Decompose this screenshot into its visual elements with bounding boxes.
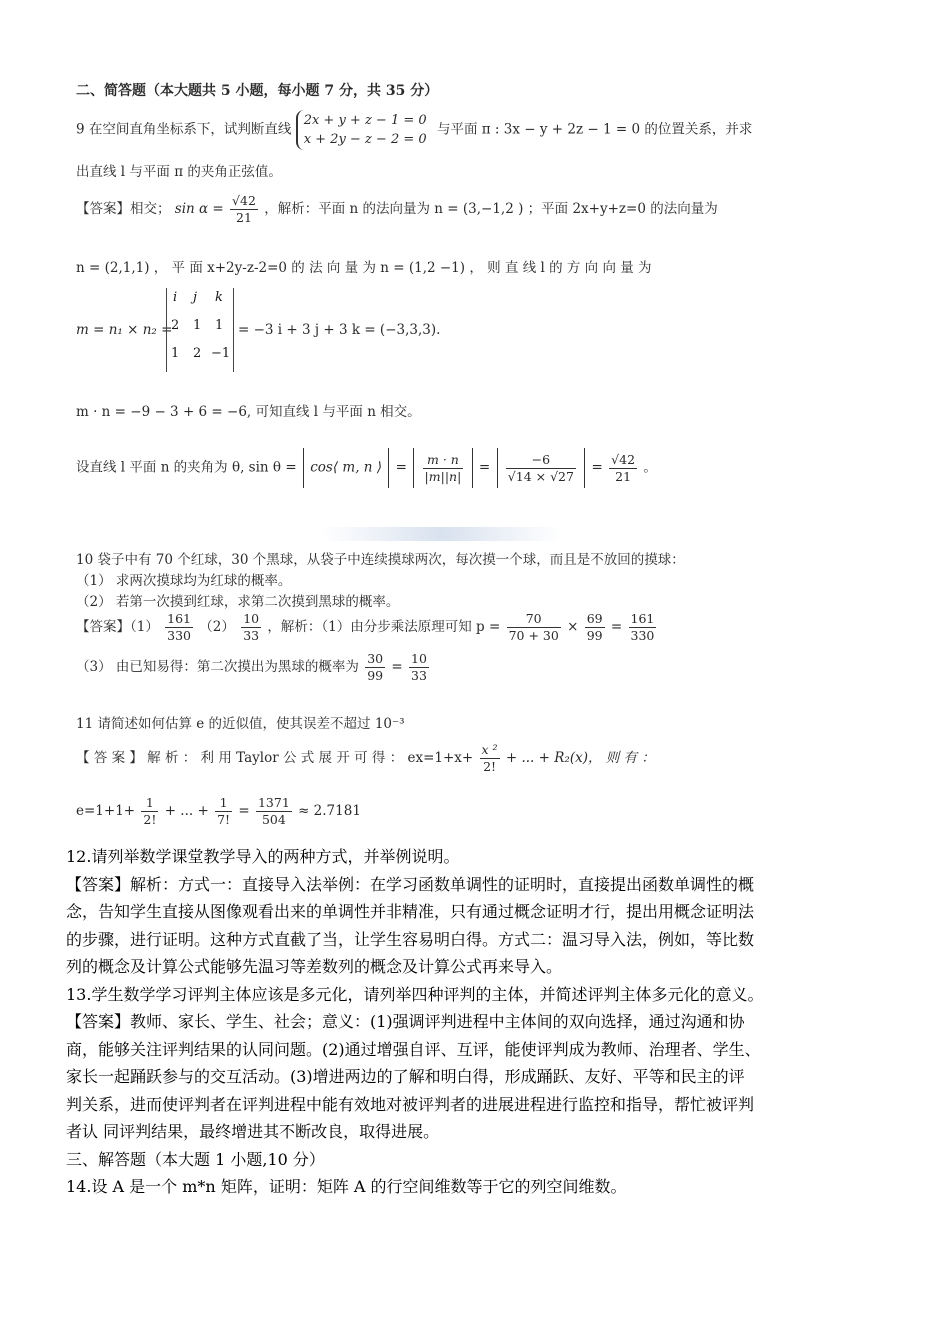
fraction-numerator: 70: [507, 611, 561, 628]
text-line: 商，能够关注评判结果的认同问题。(2)通过增强自评、互评，能使评判成为教师、治理者、学生、: [66, 1039, 761, 1059]
abs-bar: [472, 448, 473, 488]
q11-e-estimate: e=1+1+ $\frac{1}{2!}$ + ... + $\frac{1}{7!}$ = $\frac{1371}{504}$ ≈ 2.7181: [76, 795, 361, 827]
q9-answer-line2: n = (2,1,1) ， 平 面 x+2y-z-2=0 的 法 向 量 为 n = (1,2 −1) ， 则 直 线 l 的 方 向 向 量 为: [76, 260, 652, 276]
section-title: 二、简答题（本大题共 5 小题，每小题 7 分，共 35 分）: [76, 83, 439, 99]
q9-sin-theta: 设直线 l 平面 n 的夹角为 θ, sin θ = cos⟨ m, n ⟩ = $\frac{m \cdot n}{|m||n|}$ = $\frac{-6}{√14 \times √27}$ = $\frac{√42}{21}$ 。: [76, 448, 657, 488]
fraction-denominator: 504: [261, 812, 286, 827]
q9-answer-explain: ，解析：平面 n 的法向量为 n = (3,−1,2 ) ；平面 2x+y+z=0 的法向量为: [264, 201, 718, 217]
fraction-denominator: 99: [367, 668, 384, 683]
fraction-numerator: √42: [232, 193, 256, 208]
fraction-denominator: 21: [236, 210, 252, 225]
text-line: 念，告知学生直接从图像观看出来的单调性并非精准，只有通过概念证明才行，提出用概念证明法: [66, 902, 755, 922]
abs-bar: [413, 448, 414, 488]
fraction: [215, 795, 232, 828]
q11-stem: 11 请简述如何估算 e 的近似值，使其误差不超过 10⁻³: [76, 716, 405, 732]
fraction-numerator: 1: [215, 795, 232, 812]
text-line: 判关系，进而使评判者在评判进程中能有效地对被评判者的进展进程进行监控和指导，帮忙被评判: [66, 1094, 755, 1114]
fraction-numerator: 1371: [257, 795, 290, 810]
q9-dot-product: m · n = −9 − 3 + 6 = −6, 可知直线 l 与平面 n 相交。: [76, 404, 421, 420]
e-result: ≈ 2.7181: [298, 803, 361, 819]
fraction-denominator: 70 + 30: [508, 628, 559, 643]
q10-explain: ，解析：（1）由分步乘法原理可知 p =: [267, 619, 501, 635]
mn-fraction: [423, 452, 464, 485]
fraction: [629, 611, 657, 644]
q10-answer: 【答案】（1） $\frac{161}{330}$ （2） $\frac{10}{33}$ ，解析：（1）由分步乘法原理可知 p = $\frac{70}{70 + 30}$ × $\frac{69}{99}$ = $\frac{161}{330}$: [76, 611, 655, 643]
result-fraction: [609, 452, 637, 485]
cross-product-label: m = n₁ × n₂ =: [76, 322, 173, 338]
abs-bar: [584, 448, 585, 488]
fraction-numerator: √42: [611, 451, 636, 467]
q10-part2: （2） 若第一次摸到红球，求第二次摸到黑球的概率。: [76, 594, 400, 610]
q9-answer-line1: [76, 193, 718, 226]
text-line: 【答案】教师、家长、学生、社会；意义：(1)强调评判进程中主体间的双向选择，通过沟通和协: [66, 1012, 745, 1032]
text-line: 【答案】解析：方式一：直接导入法举例：在学习函数单调性的证明时，直接提出函数单调性的概: [66, 874, 755, 894]
q9-stem: [76, 110, 752, 150]
q9-det-lhs: [76, 322, 172, 338]
q11-taylor-tail: + ... + R₂(x)， 则 有 ：: [505, 750, 655, 766]
q11-answer-text: 【 答 案 】 解 析 ： 利 用 Taylor 公 式 展 开 可 得 ： ex=1+x+: [76, 750, 474, 766]
fraction-denominator: 99: [586, 628, 603, 643]
e-lhs: e=1+1+: [76, 803, 136, 819]
fraction-denominator: 2!: [483, 759, 497, 774]
fraction-denominator: 7!: [217, 812, 231, 827]
fraction: [507, 611, 561, 644]
fraction-numerator: 10: [411, 651, 427, 666]
fraction-numerator: 1: [141, 795, 158, 812]
fraction: [409, 651, 429, 684]
fraction-denominator: |m||n|: [424, 468, 462, 484]
text-line: 者认 同评判结果，最终增进其不断改良，取得进展。: [66, 1122, 440, 1142]
q9-det-rhs: = −3 i + 3 j + 3 k = (−3,3,3).: [238, 322, 441, 338]
text-line: 家长一起踊跃参与的交互活动。(3)增进两边的了解和明白得，形成踊跃、友好、平等和民主的评: [66, 1067, 745, 1087]
abs-bar: [497, 448, 498, 488]
fraction-numerator: x ²: [481, 742, 498, 757]
fraction-numerator: 30: [367, 651, 384, 666]
fraction: [256, 795, 292, 828]
text-line: 13.学生数学学习评判主体应该是多元化，请列举四种评判的主体，并简述评判主体多元化的意义。: [66, 984, 764, 1004]
fraction: [480, 742, 500, 775]
det-cell: 2: [171, 318, 180, 333]
fraction: [365, 651, 385, 684]
det-cell: k: [215, 290, 223, 305]
q9-suffix: 与平面 π : 3x − y + 2z − 1 = 0 的位置关系，并求: [436, 121, 753, 138]
q9-answer-label: 【答案】相交；: [76, 201, 171, 217]
det-cell: 1: [215, 318, 224, 333]
text-line: 14.设 A 是一个 m*n 矩阵，证明：矩阵 A 的行空间维数等于它的列空间维数。: [66, 1177, 627, 1197]
fraction-denominator: √14 × √27: [507, 468, 574, 484]
q9-eq1: 2x + y + z − 1 = 0: [303, 113, 427, 128]
fraction-numerator: 10: [243, 611, 260, 626]
det-cell: 1: [171, 346, 180, 361]
fraction: [585, 611, 605, 644]
fraction-denominator: 2!: [143, 812, 157, 827]
det-cell: 2: [193, 346, 202, 361]
main-text-block: [66, 843, 886, 1201]
q10-part3-text: （3） 由已知易得：第二次摸出为黑球的概率为: [76, 659, 359, 675]
det-cell: i: [173, 290, 178, 305]
scan-smudge: [322, 527, 562, 541]
q9-eq2: x + 2y − z − 2 = 0: [303, 132, 427, 147]
q10-part2-label: （2）: [199, 619, 235, 635]
fraction-denominator: 330: [167, 628, 191, 643]
abs-bar: [388, 448, 389, 488]
q9-prefix: 9 在空间直角坐标系下，试判断直线: [76, 121, 292, 138]
q10-answer-label: 【答案】（1）: [76, 619, 159, 635]
q9-sin-alpha: sin α =: [174, 201, 224, 217]
q10-part1: （1） 求两次摸球均为红球的概率。: [76, 573, 292, 589]
text-line: 列的概念及计算公式能够先温习等差数列的概念及计算公式再来导入。: [66, 957, 563, 977]
det-cell: 1: [193, 318, 202, 333]
text-line: 的步骤，进行证明。这种方式直截了当，让学生容易明白得。方式二：温习导入法，例如，等比数: [66, 929, 755, 949]
fraction-denominator: 33: [411, 668, 427, 683]
section-title: 三、解答题（本大题 1 小题,10 分）: [66, 1149, 325, 1169]
value-fraction: [506, 452, 576, 485]
fraction-denominator: 21: [615, 468, 632, 484]
fraction-numerator: −6: [506, 452, 576, 469]
q9-answer-fraction: [230, 193, 258, 226]
det-cell: j: [193, 290, 198, 305]
fraction-denominator: 33: [243, 628, 260, 643]
fraction-numerator: 161: [167, 611, 191, 626]
fraction: [241, 611, 261, 644]
fraction-denominator: 330: [630, 628, 655, 643]
q9-equation-system: [296, 110, 433, 150]
fraction: [141, 795, 158, 828]
q9-determinant: [166, 288, 234, 372]
q10-stem: 10 袋子中有 70 个红球，30 个黑球，从袋子中连续摸球两次，每次摸一个球，而且是不放回的摸球：: [76, 552, 685, 568]
fraction: [165, 611, 193, 644]
fraction-numerator: 69: [586, 611, 603, 626]
cos-angle: cos⟨ m, n ⟩: [310, 459, 383, 476]
fraction-numerator: m · n: [423, 452, 464, 469]
sin-theta-label: 设直线 l 平面 n 的夹角为 θ, sin θ =: [76, 459, 297, 476]
abs-bar: [303, 448, 304, 488]
q9-stem-line2: 出直线 l 与平面 π 的夹角正弦值。: [76, 164, 282, 180]
det-cell: −1: [211, 346, 231, 361]
fraction-numerator: 161: [630, 611, 655, 626]
e-ellipsis: + ... +: [164, 803, 209, 819]
q11-answer: [76, 742, 655, 775]
q10-part3: （3） 由已知易得：第二次摸出为黑球的概率为 $\frac{30}{99}$ = $\frac{10}{33}$: [76, 651, 427, 683]
text-line: 12.请列举数学课堂教学导入的两种方式，并举例说明。: [66, 847, 460, 866]
